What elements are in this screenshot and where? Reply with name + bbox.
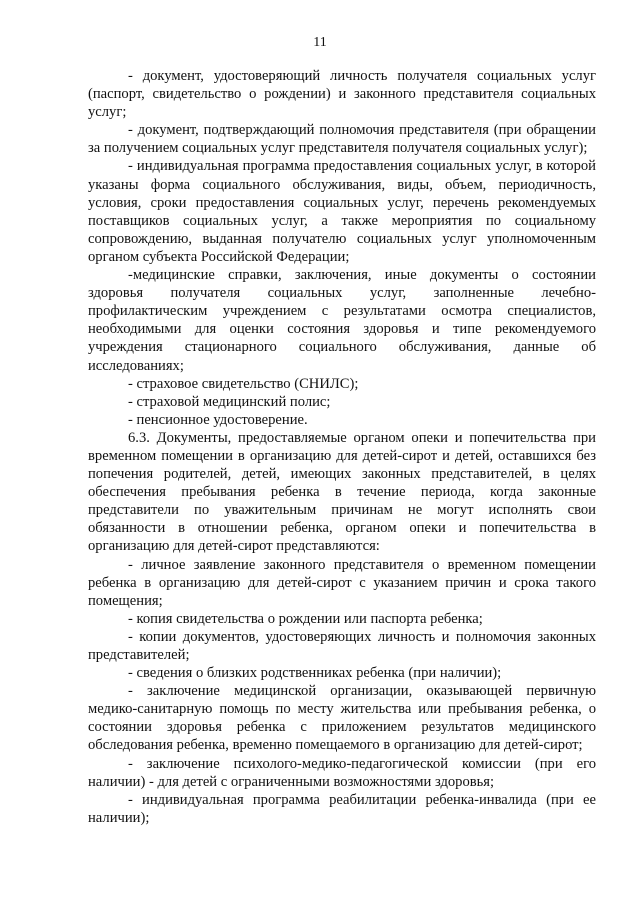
paragraph-pension-certificate: - пенсионное удостоверение. bbox=[128, 411, 308, 428]
paragraph-medical-policy: - страховой медицинский полис; bbox=[128, 393, 331, 410]
paragraph-close-relatives: - сведения о близких родственниках ребенка (при наличии); bbox=[128, 665, 502, 682]
paragraph-representative-authority: - документ, подтверждающий полномочия представителя (при обращении за получением социальных услуг представителя получателя социальных услуг); bbox=[88, 122, 596, 157]
page-number: 11 bbox=[313, 35, 327, 50]
paragraph-individual-program: - индивидуальная программа предоставления социальных услуг, в которой указаны форма социального обслуживания, виды, объем, периодичность, условия, сроки предоставления социальных услуг, перечень рекомендуемых поставщиков социальных услуг, а также мероприятия по социальному сопровождению, выданная получателю социальных услуг уполномоченным органом субъекта Российской Федерации; bbox=[88, 158, 596, 265]
paragraph-personal-statement: - личное заявление законного представителя о временном помещении ребенка в организацию для детей-сирот с указанием причин и срока такого помещения; bbox=[88, 556, 596, 609]
paragraph-medical-certificates: -медицинские справки, заключения, иные документы о состоянии здоровья получателя социальных услуг, заполненные лечебно-профилактическим учреждением с результатами осмотра специалистов, необходимыми для оценки состояния здоровья и типе рекомендуемого учреждения стационарного социального обслуживания, данные об исследованиях; bbox=[88, 267, 596, 374]
paragraph-legal-representatives-documents: - копии документов, удостоверяющих личность и полномочия законных представителей; bbox=[88, 628, 596, 663]
document-body bbox=[88, 67, 596, 827]
paragraph-snils: - страховое свидетельство (СНИЛС); bbox=[128, 375, 359, 392]
paragraph-pmpk-conclusion: - заключение психолого-медико-педагогической комиссии (при его наличии) - для детей с ограниченными возможностями здоровья; bbox=[88, 755, 596, 790]
paragraph-medical-organization-conclusion: - заключение медицинской организации, оказывающей первичную медико-санитарную помощь по месту жительства или пребывания ребенка, о состоянии здоровья ребенка с приложением результатов медицинского обследования ребенка, временно помещаемого в организацию для детей-сирот; bbox=[88, 683, 596, 754]
paragraph-identity-document: - документ, удостоверяющий личность получателя социальных услуг (паспорт, свидетельство о рождении) и законного представителя социальных услуг; bbox=[88, 68, 596, 121]
paragraph-rehabilitation-program: - индивидуальная программа реабилитации ребенка-инвалида (при ее наличии); bbox=[88, 791, 596, 826]
paragraph-section-6-3: 6.3. Документы, предоставляемые органом опеки и попечительства при временном помещении в организацию для детей-сирот и детей, оставшихся без попечения родителей, детей, имеющих законных представителей, в целях обеспечения пребывания ребенка в течение периода, когда законные представители по уважительным причинам не могут исполнять свои обязанности в отношении ребенка, органом опеки и попечительства в организацию для детей-сирот представляются: bbox=[88, 429, 596, 555]
paragraph-birth-certificate-copy: - копия свидетельства о рождении или паспорта ребенка; bbox=[128, 610, 483, 627]
